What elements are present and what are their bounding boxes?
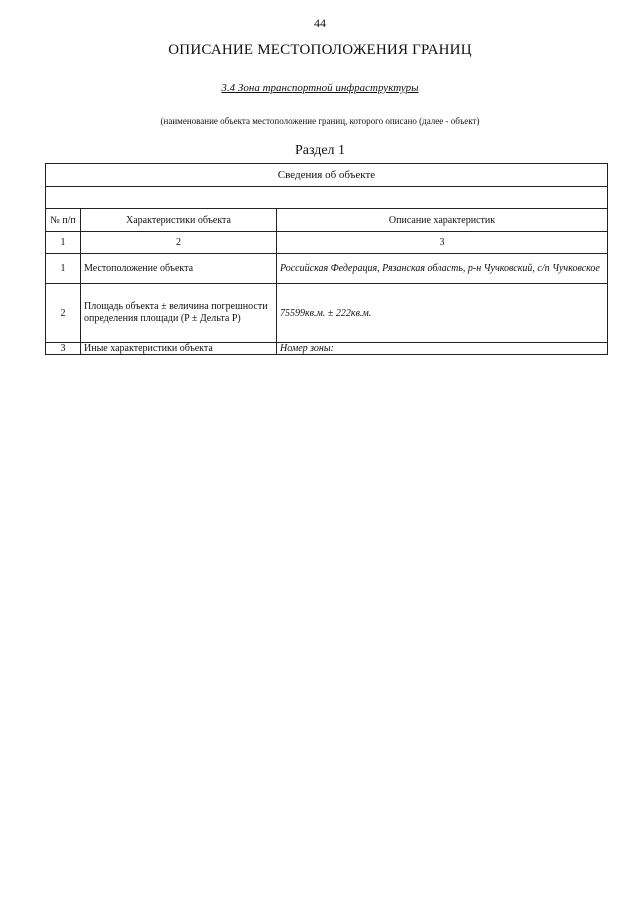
table-row (46, 343, 608, 355)
column-number-3: 3 (277, 232, 608, 254)
row-characteristic: Местоположение объекта (81, 254, 277, 284)
table-header: Сведения об объекте (46, 164, 608, 187)
column-header-characteristic: Характеристики объекта (81, 209, 277, 232)
column-header-number: № п/п (46, 209, 81, 232)
document-title: ОПИСАНИЕ МЕСТОПОЛОЖЕНИЯ ГРАНИЦ (168, 42, 472, 58)
row-description: 75599кв.м. ± 222кв.м. (277, 284, 608, 343)
object-name-text: 3.4 Зона транспортной инфраструктуры (221, 82, 419, 94)
table-row (46, 284, 608, 343)
object-name (0, 82, 640, 94)
object-info-table (45, 163, 608, 355)
row-description: Российская Федерация, Рязанская область, р-н Чучковский, с/п Чучковское (277, 254, 608, 284)
row-characteristic: Иные характеристики объекта (81, 343, 277, 355)
row-description: Номер зоны: (277, 343, 608, 355)
row-number: 2 (46, 284, 81, 343)
row-number: 1 (46, 254, 81, 284)
table-header-row (46, 164, 608, 187)
table-empty-cell (46, 187, 608, 209)
section-title: Раздел 1 (294, 143, 346, 158)
row-characteristic: Площадь объекта ± величина погрешности определения площади (P ± Дельта P) (81, 284, 277, 343)
table-empty-row (46, 187, 608, 209)
column-number-1: 1 (46, 232, 81, 254)
page-number: 44 (314, 16, 326, 30)
object-name-caption: (наименование объекта местоположение границ, которого описано (далее - объект) (160, 116, 480, 126)
table-column-headers (46, 209, 608, 232)
table-row (46, 254, 608, 284)
column-number-2: 2 (81, 232, 277, 254)
column-header-description: Описание характеристик (277, 209, 608, 232)
table-column-numbers (46, 232, 608, 254)
row-number: 3 (46, 343, 81, 355)
